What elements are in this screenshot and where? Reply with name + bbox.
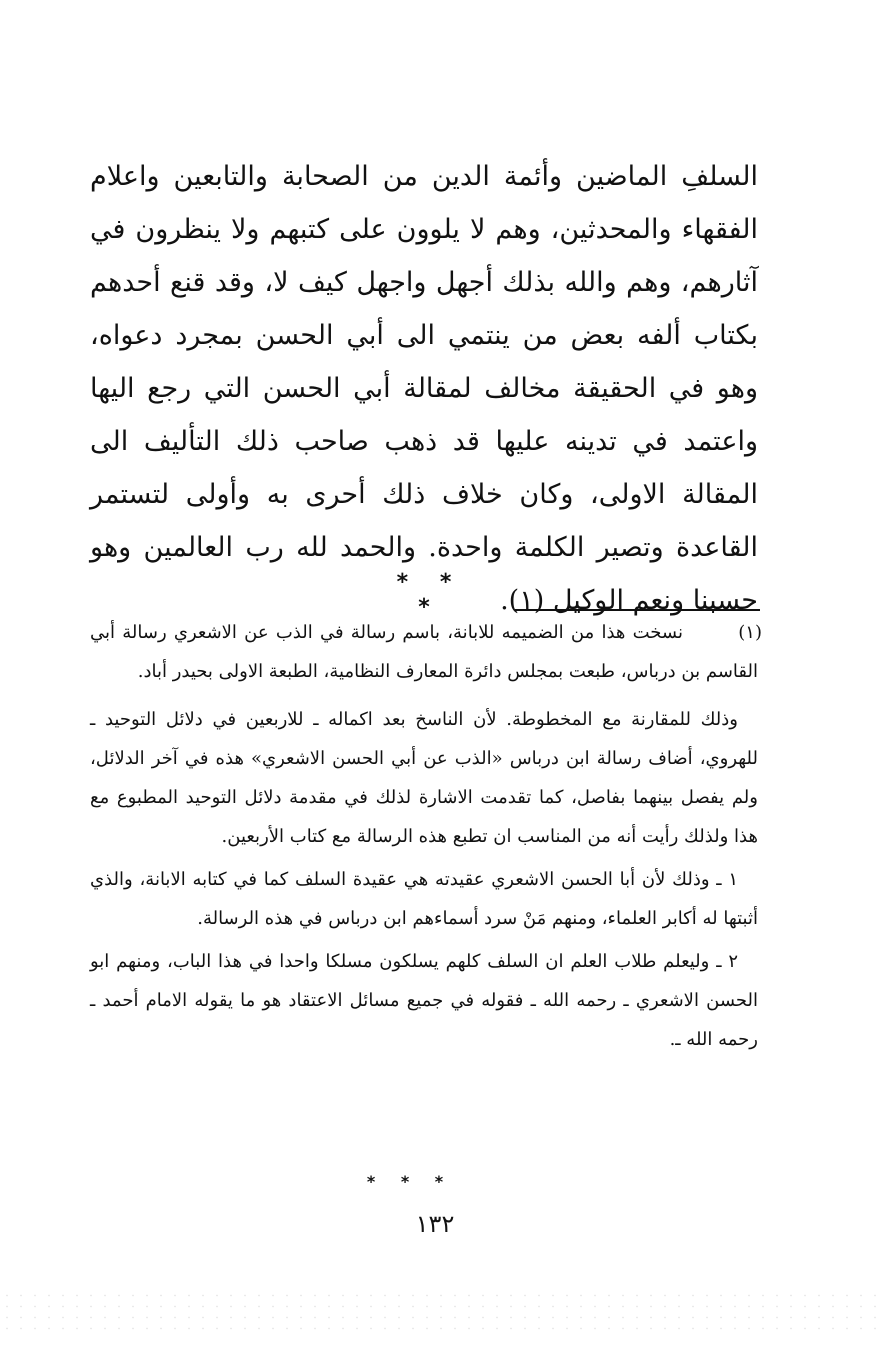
footnote-1: [90, 613, 762, 691]
footnote-reference: (١): [508, 585, 545, 616]
body-paragraph-end: .: [500, 585, 509, 616]
section-separator-stars: * * *: [396, 570, 464, 620]
body-paragraph: [90, 150, 758, 627]
footnote-1-paragraph-2: وذلك للمقارنة مع المخطوطة. لأن الناسخ بعد اكماله ـ للاربعين في دلائل التوحيد ـ للهروي، أضاف رسالة ابن درباس «الذب عن أبي الحسن الاشعري» هذه في آخر الدلائل، ولم يفصل بينهما بفاصل، كما تقدمت الاشارة لذلك في مقدمة دلائل التوحيد المطبوع مع هذا ولذلك رأيت أنه من المناسب ان تطبع هذه الرسالة مع كتاب الأربعين.: [90, 709, 758, 847]
body-paragraph-text: السلفِ الماضين وأئمة الدين من الصحابة والتابعين واعلام الفقهاء والمحدثين، وهم لا يلوون على كتبهم ولا ينظرون في آثارهم، وهم والله بذلك أجهل واجهل كيف لا، وقد قنع أحدهم بكتاب ألفه بعض من ينتمي الى أبي الحسن بمجرد دعواه، وهو في الحقيقة مخالف لمقالة أبي الحسن التي رجع اليها واعتمد في تدينه عليها قد ذهب صاحب ذلك التأليف الى المقالة الاولى، وكان خلاف ذلك أحرى به وأولى لتستمر القاعدة وتصير الكلمة واحدة. والحمد لله رب العالمين وهو حسبنا ونعم الوكيل: [90, 161, 758, 616]
page-number: ١٣٢: [415, 1210, 455, 1238]
footnote-1-item-1: ١ ـ وذلك لأن أبا الحسن الاشعري عقيدته هي عقيدة السلف كما في كتابه الابانة، والذي أثبتها له أكابر العلماء، ومنهم مَنْ سرد أسماءهم ابن درباس في هذه الرسالة.: [90, 869, 758, 929]
scan-noise: [0, 1290, 881, 1330]
footnote-separator-line: [515, 609, 760, 611]
footnote-1-item-2: ٢ ـ وليعلم طلاب العلم ان السلف كلهم يسلكون مسلكا واحدا في هذا الباب، ومنهم ابو الحسن الاشعري ـ رحمه الله ـ فقوله في جميع مسائل الاعتقاد هو ما يقوله الامام أحمد ـ رحمه الله ـ.: [90, 951, 758, 1050]
main-text-block: [90, 150, 758, 627]
footnote-1-text: نسخت هذا من الضميمه للابانة، باسم رسالة في الذب عن الاشعري رسالة أبي القاسم بن درباس، طبعت بمجلس دائرة المعارف النظامية، الطبعة الاولى بحيدر أباد.: [90, 622, 758, 682]
footnotes-block: [90, 613, 762, 1059]
footnote-end-stars: * * *: [366, 1172, 454, 1191]
footnote-marker: (١): [738, 622, 762, 643]
